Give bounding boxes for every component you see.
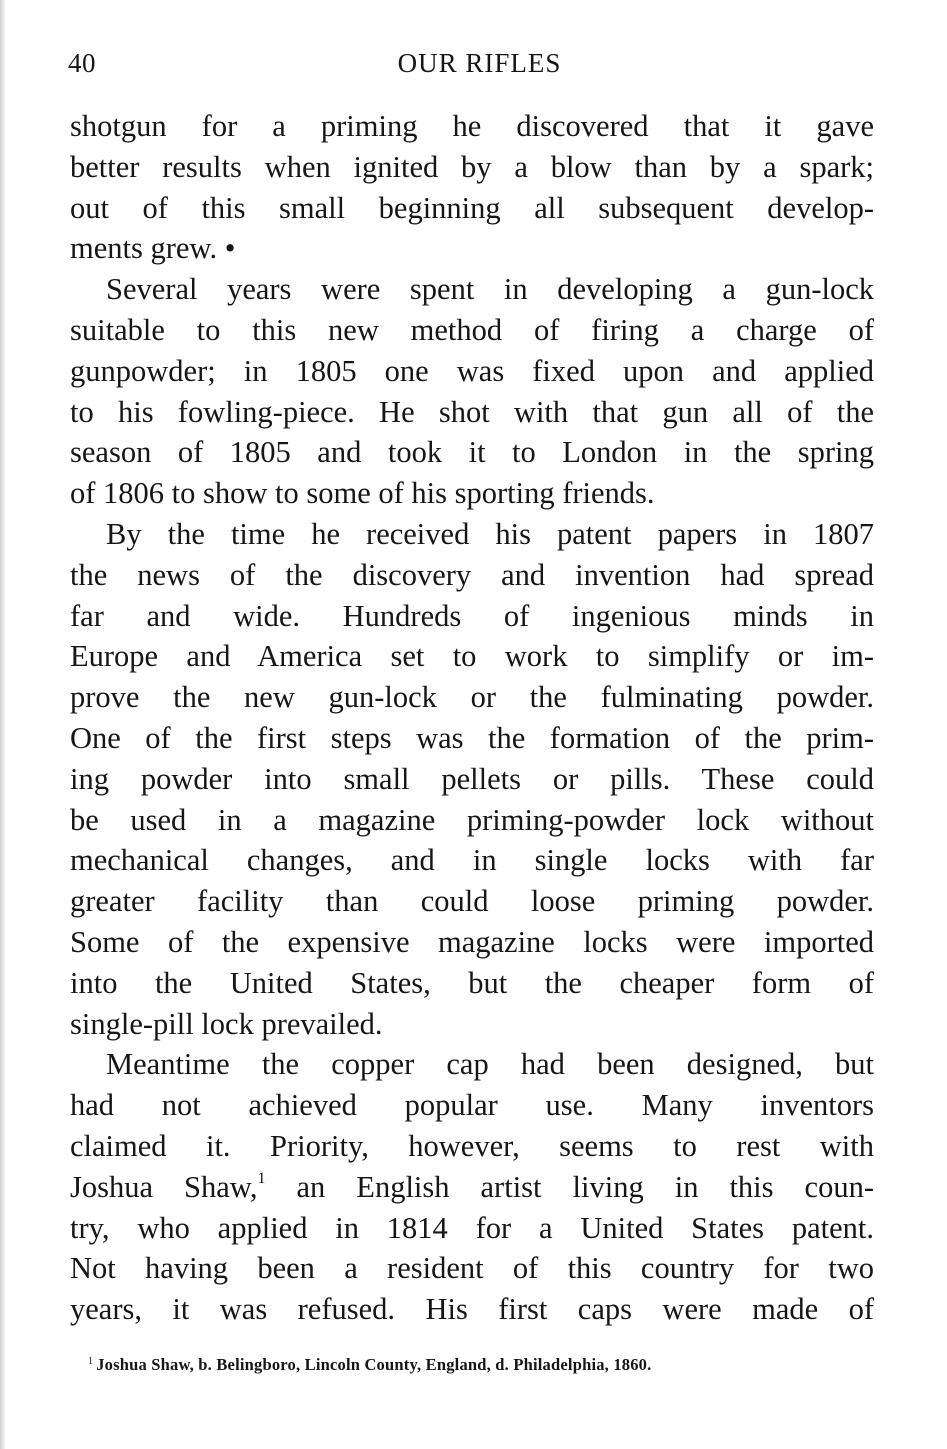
text-line: had not achieved popular use. Many inventors bbox=[70, 1088, 874, 1123]
running-title: OUR RIFLES bbox=[397, 48, 562, 78]
text-line: the news of the discovery and invention had spread bbox=[70, 557, 874, 592]
text-line: Not having been a resident of this country for two bbox=[70, 1251, 874, 1286]
text-line: into the United States, but the cheaper form of bbox=[70, 965, 874, 1000]
text-line: single-pill lock prevailed. bbox=[70, 1006, 383, 1041]
text-line: try, who applied in 1814 for a United States patent. bbox=[70, 1210, 874, 1245]
text-line: of 1806 to show to some of his sporting friends. bbox=[70, 476, 655, 511]
text-line: By the time he received his patent papers in 1807 bbox=[106, 516, 874, 551]
text-line: be used in a magazine priming-powder lock without bbox=[70, 802, 874, 837]
text-line-rest: an English artist living in this coun- bbox=[296, 1169, 874, 1204]
text-line: far and wide. Hundreds of ingenious minds in bbox=[70, 598, 874, 633]
footnote-reference: 1 bbox=[257, 1169, 266, 1187]
text-line-shaw bbox=[70, 1167, 874, 1208]
text-line: ing powder into small pellets or pills. These could bbox=[70, 761, 874, 796]
text-line: ments grew. • bbox=[70, 231, 236, 266]
text-line: suitable to this new method of firing a charge of bbox=[70, 312, 874, 347]
body-text bbox=[70, 106, 874, 1330]
text-line: Several years were spent in developing a gun-lock bbox=[106, 272, 874, 307]
text-line: gunpowder; in 1805 one was fixed upon and applied bbox=[70, 353, 874, 388]
text-line: shotgun for a priming he discovered that it gave bbox=[70, 109, 874, 143]
text-line: season of 1805 and took it to London in the spring bbox=[70, 435, 874, 470]
text-line: Europe and America set to work to simplify or im- bbox=[70, 639, 874, 674]
text-line: greater facility than could loose priming powder. bbox=[70, 884, 874, 919]
footnote-text: Joshua Shaw, b. Belingboro, Lincoln County, England, d. Philadelphia, 1860. bbox=[96, 1355, 652, 1374]
shaw-name: Joshua Shaw, bbox=[70, 1169, 258, 1204]
text-line: Some of the expensive magazine locks were imported bbox=[70, 924, 874, 959]
page-number: 40 bbox=[68, 48, 96, 78]
text-line: claimed it. Priority, however, seems to rest with bbox=[70, 1128, 874, 1163]
page-edge-shadow bbox=[0, 0, 6, 1449]
text-line: mechanical changes, and in single locks with far bbox=[70, 843, 874, 878]
text-line: prove the new gun-lock or the fulminating powder. bbox=[70, 680, 874, 715]
text-line: years, it was refused. His first caps were made of bbox=[70, 1292, 874, 1327]
text-line: One of the first steps was the formation of the prim- bbox=[70, 720, 874, 755]
text-line: to his fowling-piece. He shot with that gun all of the bbox=[70, 394, 874, 429]
footnote-mark: 1 bbox=[88, 1356, 94, 1367]
text-line: better results when ignited by a blow than by a spark; bbox=[70, 149, 874, 184]
text-line: Meantime the copper cap had been designed, but bbox=[106, 1047, 874, 1082]
footnote bbox=[88, 1350, 888, 1377]
text-line: out of this small beginning all subsequent develop- bbox=[70, 190, 874, 225]
